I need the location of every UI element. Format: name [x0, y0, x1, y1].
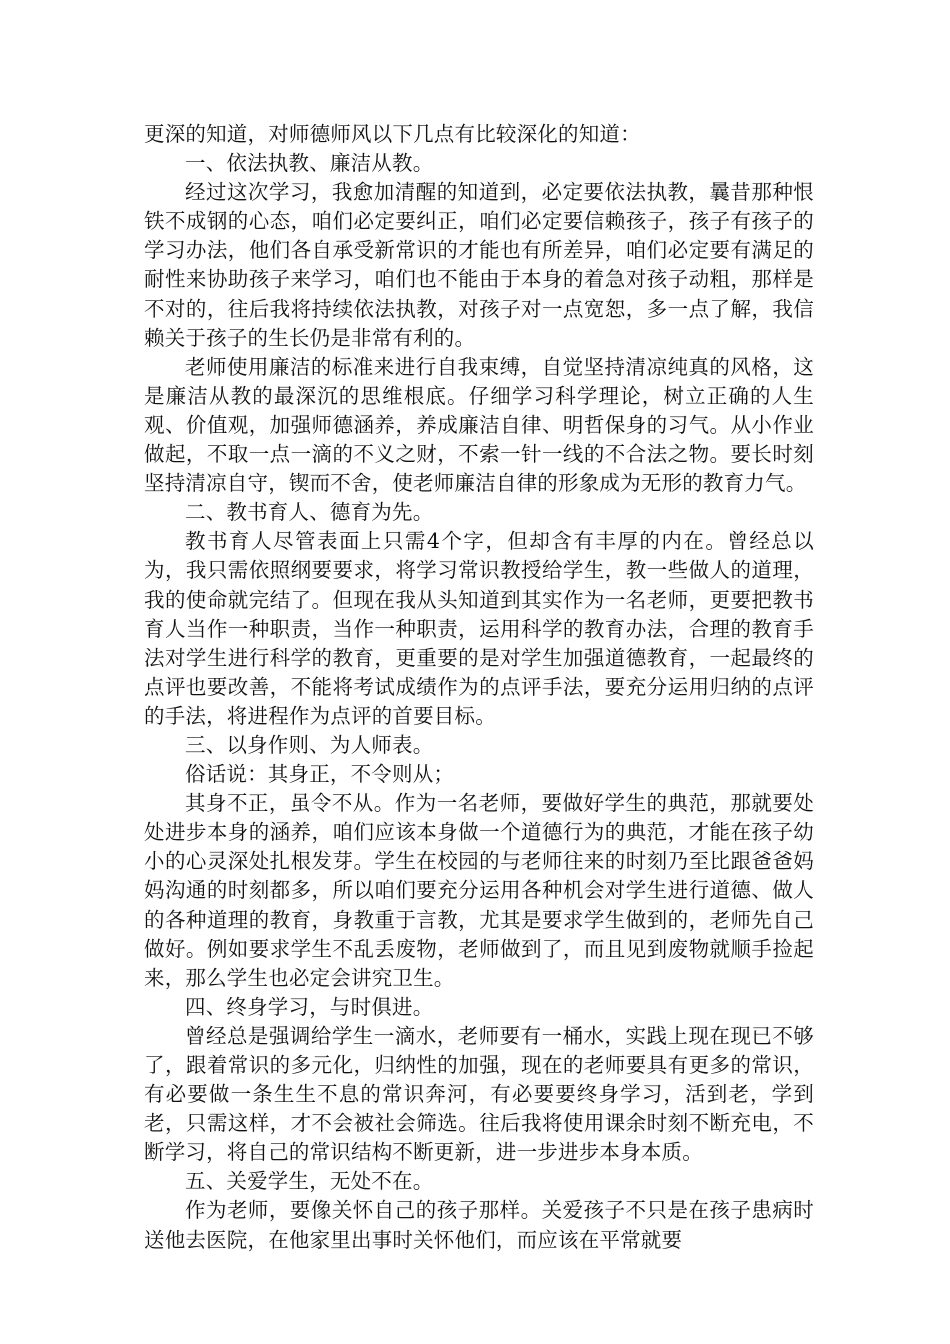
paragraph: 教书育人尽管表面上只需4个字，但却含有丰厚的内在。曾经总以为，我只需依照纲要要求，将学习常识教授给学生，教一些做人的道理，我的使命就完结了。但现在我从头知道到其实作为一名老师，更要把教书育人当作一种职责，当作一种职责，运用科学的教育办法，合理的教育手法对学生进行科学的教育，更重要的是对学生加强道德教育，一起最终的点评也要改善，不能将考试成绩作为的点评手法，要充分运用归纳的点评的手法，将进程作为点评的首要目标。: [144, 529, 814, 728]
document-body: [144, 120, 814, 1255]
paragraph: 俗话说：其身正，不令则从；: [185, 762, 455, 787]
paragraph: 其身不正，虽令不从。作为一名老师，要做好学生的典范，那就要处处进步本身的涵养，咱们应该本身做一个道德行为的典范，才能在孩子幼小的心灵深处扎根发芽。学生在校园的与老师往来的时刻乃至比跟爸爸妈妈沟通的时刻都多，所以咱们要充分运用各种机会对学生进行道德、做人的各种道理的教育，身教重于言教，尤其是要求学生做到的，老师先自己做好。例如要求学生不乱丢废物，老师做到了，而且见到废物就顺手捡起来，那么学生也必定会讲究卫生。: [144, 791, 814, 990]
section-heading-3: 三、以身作则、为人师表。: [185, 732, 434, 757]
section-heading-5: 五、关爱学生，无处不在。: [185, 1169, 434, 1194]
paragraph: 老师使用廉洁的标准来进行自我束缚，自觉坚持清凉纯真的风格，这是廉洁从教的最深沉的思维根底。仔细学习科学理论，树立正确的人生观、价值观，加强师德涵养，养成廉洁自律、明哲保身的习气。从小作业做起，不取一点一滴的不义之财，不索一针一线的不合法之物。要长时刻坚持清凉自守，锲而不舍，使老师廉洁自律的形象成为无形的教育力气。: [144, 354, 814, 496]
section-heading-2: 二、教书育人、德育为先。: [185, 500, 434, 525]
paragraph: 经过这次学习，我愈加清醒的知道到，必定要依法执教，曩昔那种恨铁不成钢的心态，咱们必定要纠正，咱们必定要信赖孩子，孩子有孩子的学习办法，他们各自承受新常识的才能也有所差异，咱们必定要有满足的耐性来协助孩子来学习，咱们也不能由于本身的着急对孩子动粗，那样是不对的，往后我将持续依法执教，对孩子对一点宽恕，多一点了解，我信赖关于孩子的生长仍是非常有利的。: [144, 180, 814, 350]
paragraph: 作为老师，要像关怀自己的孩子那样。关爱孩子不只是在孩子患病时送他去医院，在他家里出事时关怀他们，而应该在平常就要: [144, 1198, 814, 1252]
section-heading-1: 一、依法执教、廉洁从教。: [185, 151, 434, 176]
section-heading-4: 四、终身学习，与时俱进。: [185, 994, 434, 1019]
paragraph: 曾经总是强调给学生一滴水，老师要有一桶水，实践上现在现已不够了，跟着常识的多元化，归纳性的加强，现在的老师要具有更多的常识，有必要做一条生生不息的常识奔河，有必要要终身学习，活到老，学到老，只需这样，才不会被社会筛选。往后我将使用课余时刻不断充电，不断学习，将自己的常识结构不断更新，进一步进步本身本质。: [144, 1023, 814, 1165]
paragraph-intro: 更深的知道，对师德师风以下几点有比较深化的知道：: [144, 122, 641, 146]
